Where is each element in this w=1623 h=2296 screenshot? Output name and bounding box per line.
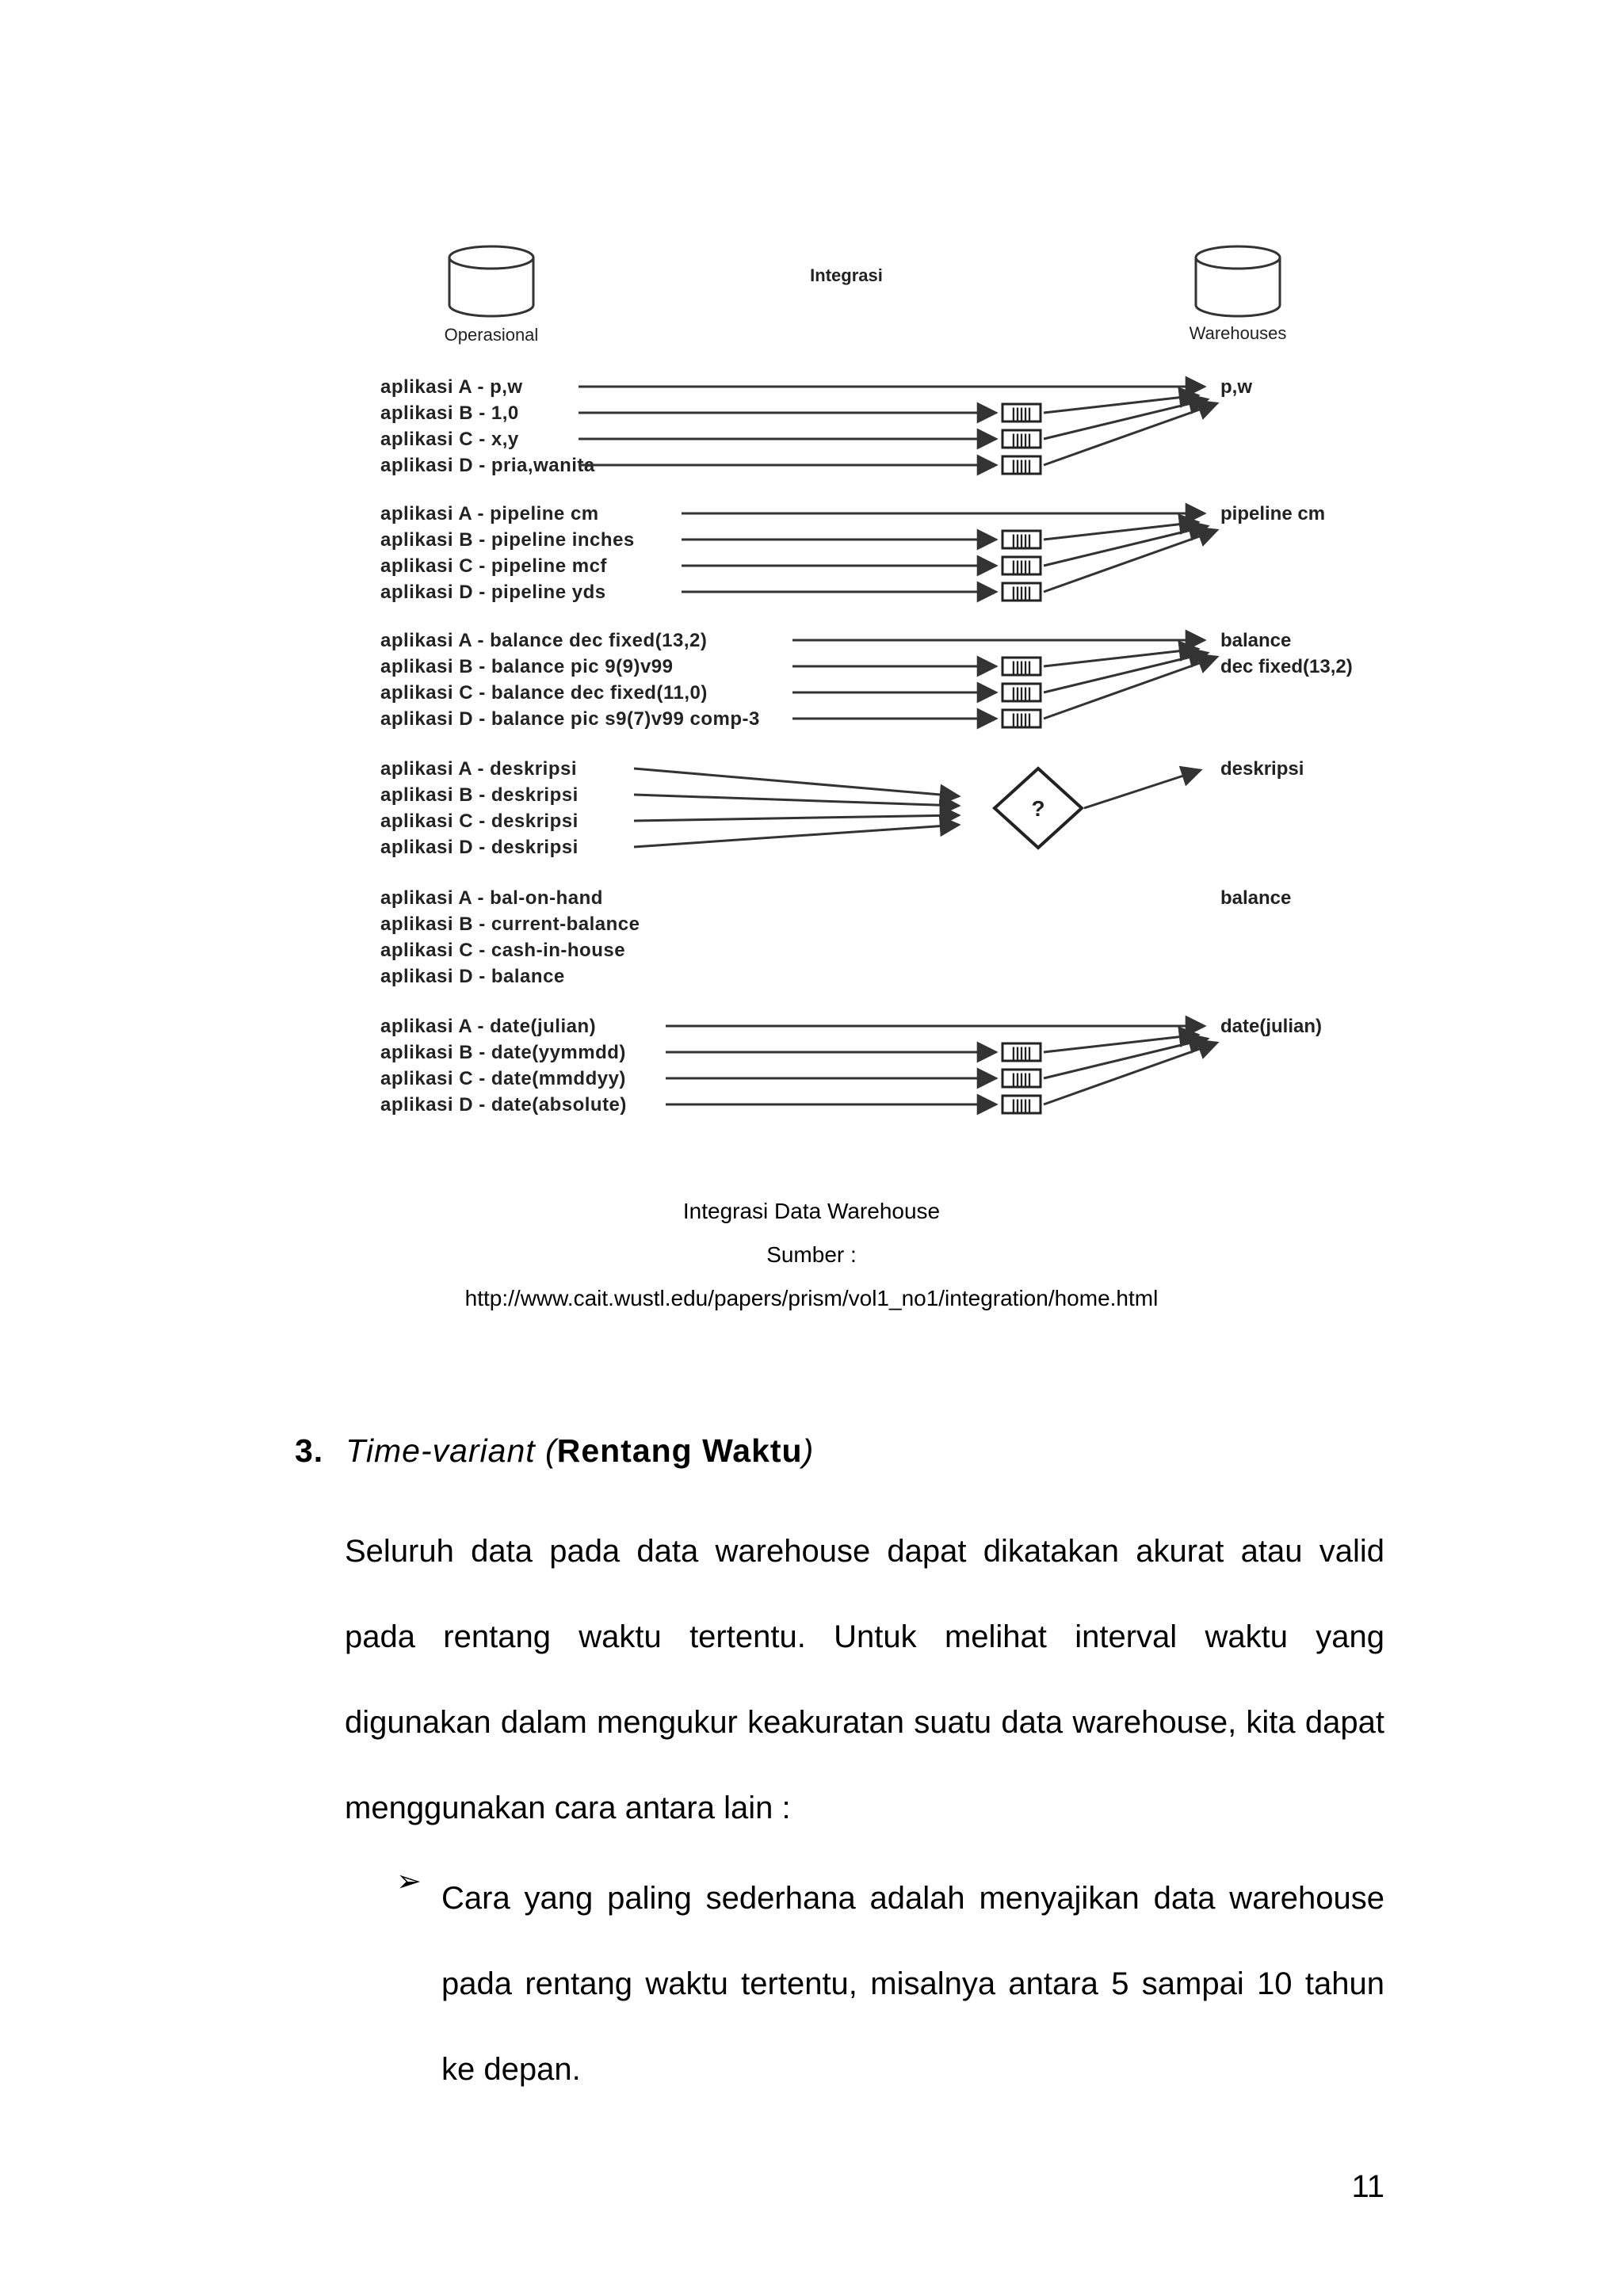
mapping-arrow xyxy=(1044,530,1217,592)
source-field-label: aplikasi D - deskripsi xyxy=(380,837,579,858)
source-field-label: aplikasi A - pipeline cm xyxy=(380,503,599,524)
section-title-close: ) xyxy=(802,1432,815,1469)
mapping-arrow xyxy=(634,825,959,847)
mapping-arrow xyxy=(1044,1035,1198,1052)
warehouse-field-label: p,w xyxy=(1220,376,1252,398)
warehouse-field-label: balance xyxy=(1220,887,1292,909)
source-field-label: aplikasi C - date(mmddyy) xyxy=(380,1068,626,1089)
converter-label: ||||| xyxy=(1011,532,1032,548)
mapping-arrow xyxy=(1044,395,1198,413)
mapping-group xyxy=(380,1016,1322,1116)
source-field-label: aplikasi C - balance dec fixed(11,0) xyxy=(380,682,708,704)
mapping-arrow xyxy=(1044,657,1217,719)
converter-label: ||||| xyxy=(1011,1097,1032,1113)
mapping-group xyxy=(380,887,1291,987)
section-title-bold: Rentang Waktu xyxy=(556,1432,803,1469)
operational-database-icon xyxy=(449,246,533,316)
source-field-label: aplikasi B - 1,0 xyxy=(380,402,519,424)
warehouse-field-label: balance xyxy=(1220,630,1292,651)
mapping-arrow xyxy=(1044,1043,1217,1104)
page-number: 11 xyxy=(1351,2169,1384,2204)
mapping-arrow xyxy=(634,795,959,806)
bullet-arrow-icon: ➢ xyxy=(396,1865,422,1898)
converter-label: ||||| xyxy=(1011,1071,1032,1087)
warehouse-field-label: dec fixed(13,2) xyxy=(1220,656,1353,677)
mapping-group xyxy=(380,376,1252,476)
converter-label: ||||| xyxy=(1011,711,1032,727)
mapping-arrow xyxy=(1044,1039,1208,1078)
converter-label: ||||| xyxy=(1011,685,1032,701)
source-field-label: aplikasi D - balance pic s9(7)v99 comp-3 xyxy=(380,708,760,730)
source-field-label: aplikasi B - date(yymmdd) xyxy=(380,1042,626,1063)
source-field-label: aplikasi A - deskripsi xyxy=(380,758,577,780)
mapping-group xyxy=(380,758,1304,858)
source-field-label: aplikasi B - current-balance xyxy=(380,913,640,935)
bullet-text: Cara yang paling sederhana adalah menyajikan data warehouse pada rentang waktu tertentu, misalnya antara 5 sampai 10 tahun ke depan. xyxy=(441,1881,1384,2087)
body-paragraph: Seluruh data pada data warehouse dapat dikatakan akurat atau valid pada rentang waktu tertentu. Untuk melihat interval waktu yang digunakan dalam mengukur keakuratan suatu data warehouse, kita dapat menggunakan cara antara lain : xyxy=(345,1534,1384,1825)
converter-label: ||||| xyxy=(1011,559,1032,574)
mapping-arrow xyxy=(1044,653,1208,692)
source-field-label: aplikasi A - p,w xyxy=(380,376,523,398)
mapping-arrow xyxy=(634,769,959,796)
source-field-label: aplikasi C - deskripsi xyxy=(380,810,579,832)
figure-caption-url: http://www.cait.wustl.edu/papers/prism/vol1_no1/integration/home.html xyxy=(464,1286,1159,1310)
source-field-label: aplikasi C - x,y xyxy=(380,429,519,450)
source-field-label: aplikasi A - balance dec fixed(13,2) xyxy=(380,630,708,651)
mapping-arrow xyxy=(1084,770,1201,808)
section-title-italic: Time-variant ( xyxy=(346,1432,557,1469)
mapping-arrow xyxy=(634,815,959,821)
mapping-arrow xyxy=(1044,403,1217,465)
source-field-label: aplikasi B - deskripsi xyxy=(380,784,579,806)
converter-label: ||||| xyxy=(1011,432,1032,448)
source-field-label: aplikasi B - balance pic 9(9)v99 xyxy=(380,656,674,677)
decision-label: ? xyxy=(1031,796,1045,821)
source-field-label: aplikasi A - date(julian) xyxy=(380,1016,597,1037)
converter-label: ||||| xyxy=(1011,1045,1032,1061)
mapping-arrow xyxy=(1044,399,1208,439)
section-number: 3. xyxy=(295,1432,324,1469)
converter-label: ||||| xyxy=(1011,659,1032,675)
source-field-label: aplikasi C - cash-in-house xyxy=(380,940,626,961)
diagram-title: Integrasi xyxy=(810,265,883,285)
operational-label: Operasional xyxy=(444,325,539,345)
mapping-groups xyxy=(380,376,1353,1116)
converter-label: ||||| xyxy=(1011,585,1032,601)
mapping-group xyxy=(380,630,1353,730)
mapping-group xyxy=(380,503,1325,603)
warehouse-field-label: date(julian) xyxy=(1220,1016,1323,1037)
warehouses-label: Warehouses xyxy=(1189,323,1287,343)
warehouse-field-label: deskripsi xyxy=(1220,758,1304,780)
source-field-label: aplikasi D - pria,wanita xyxy=(380,455,595,476)
mapping-arrow xyxy=(1044,522,1198,540)
section-heading xyxy=(295,1432,814,1470)
mapping-arrow xyxy=(1044,526,1208,566)
source-field-label: aplikasi A - bal-on-hand xyxy=(380,887,603,909)
source-field-label: aplikasi D - pipeline yds xyxy=(380,582,606,603)
warehouse-field-label: pipeline cm xyxy=(1220,503,1326,524)
source-field-label: aplikasi D - balance xyxy=(380,966,565,987)
converter-label: ||||| xyxy=(1011,406,1032,421)
source-field-label: aplikasi D - date(absolute) xyxy=(380,1094,627,1116)
source-field-label: aplikasi C - pipeline mcf xyxy=(380,555,607,577)
source-field-label: aplikasi B - pipeline inches xyxy=(380,529,635,551)
warehouse-database-icon xyxy=(1196,246,1280,316)
mapping-arrow xyxy=(1044,649,1198,666)
converter-label: ||||| xyxy=(1011,458,1032,474)
figure-caption-title: Integrasi Data Warehouse xyxy=(682,1199,941,1223)
figure-caption-source-label: Sumber : xyxy=(766,1242,857,1267)
